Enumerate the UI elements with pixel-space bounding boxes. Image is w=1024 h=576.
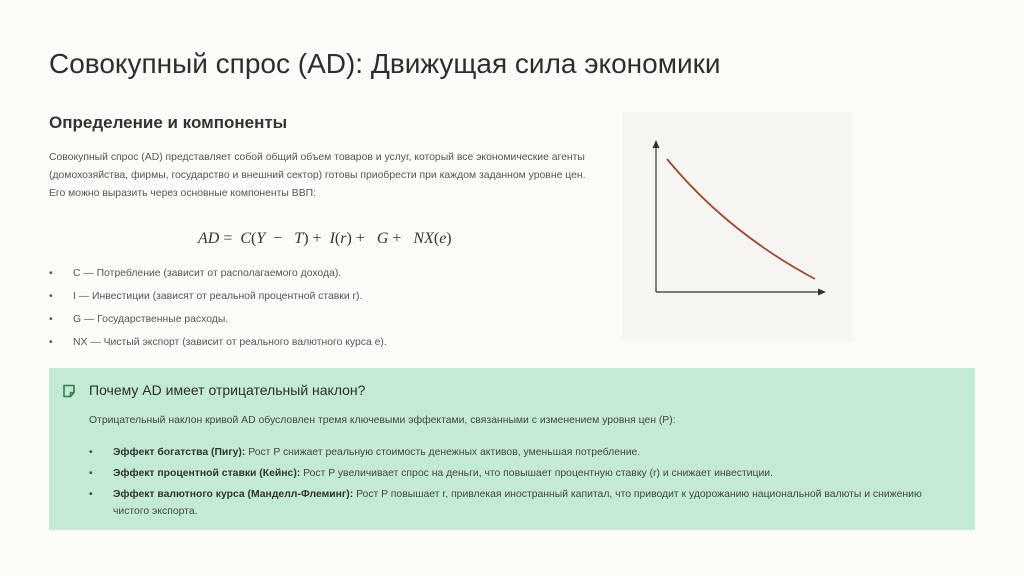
effect-text-wealth: Рост P снижает реальную стоимость денежных активов, уменьшая потребление.	[245, 447, 641, 458]
formula-t: T	[294, 230, 304, 247]
formula-r: r	[340, 230, 347, 247]
ad-formula	[198, 230, 452, 248]
bullet: •	[89, 447, 93, 458]
formula-paren-close: )	[446, 230, 452, 247]
section-subtitle: Определение и компоненты	[49, 113, 288, 132]
list-item	[89, 444, 929, 461]
formula-minus: −	[265, 230, 295, 247]
component-c: C — Потребление (зависит от располагаемого дохода).	[73, 268, 342, 279]
list-item	[49, 266, 387, 289]
ad-curve-illustration	[622, 112, 852, 342]
effect-name-wealth: Эффект богатства (Пигу):	[113, 447, 246, 458]
formula-c: C	[240, 230, 252, 247]
callout-box	[49, 368, 975, 530]
components-list	[49, 266, 387, 358]
bullet: •	[49, 314, 53, 325]
intro-paragraph: Совокупный спрос (AD) представляет собой общий объем товаров и услуг, который все экономические агенты (домохозяйства, фирмы, государство и внешний сектор) готовы приобрести при каждом заданном уровне цен. Его можно выразить через основные компоненты ВВП:	[49, 152, 586, 199]
formula-plus-3: +	[388, 230, 414, 247]
formula-e: e	[439, 230, 447, 247]
y-axis-arrow	[653, 140, 660, 148]
effect-text-interest: Рост P увеличивает спрос на деньги, что повышает процентную ставку (r) и снижает инвестиции.	[300, 468, 773, 479]
formula-y: Y	[256, 230, 266, 247]
ad-curve-svg	[622, 112, 852, 342]
effect-text-exchange: Рост P повышает r, привлекая иностранный капитал, что приводит к удорожанию национальной валюты и снижению чистого экспорта.	[113, 489, 922, 517]
bullet: •	[89, 468, 93, 479]
note-icon	[62, 384, 76, 398]
list-item	[89, 486, 929, 520]
component-i: I — Инвестиции (зависят от реальной процентной ставки r).	[73, 291, 363, 302]
page-title: Совокупный спрос (AD): Движущая сила экономики	[49, 48, 721, 79]
ad-curve	[667, 159, 815, 279]
formula-paren-open: (	[251, 230, 257, 247]
x-axis-arrow	[818, 289, 826, 296]
bullet: •	[49, 337, 53, 348]
formula-paren-open-3: (	[433, 230, 440, 247]
bullet: •	[49, 268, 53, 279]
bullet: •	[89, 489, 93, 500]
formula-paren-open-2: (	[334, 230, 341, 247]
effects-list	[89, 444, 929, 524]
list-item	[49, 335, 387, 358]
component-g: G — Государственные расходы.	[73, 314, 229, 325]
formula-i: I	[329, 230, 335, 247]
callout-title: Почему AD имеет отрицательный наклон?	[89, 382, 366, 398]
component-nx: NX — Чистый экспорт (зависит от реального валютного курса e).	[73, 337, 387, 348]
bullet: •	[49, 291, 53, 302]
effect-name-interest: Эффект процентной ставки (Кейнс):	[113, 468, 301, 479]
formula-eq: =	[219, 230, 241, 247]
list-item	[89, 465, 929, 482]
formula-ad: AD	[198, 230, 220, 247]
callout-text: Отрицательный наклон кривой AD обусловлен тремя ключевыми эффектами, связанными с изменением уровня цен (P):	[89, 415, 676, 426]
list-item	[49, 312, 387, 335]
formula-nx: NX	[413, 230, 434, 247]
formula-plus-2: ) +	[346, 230, 377, 247]
list-item	[49, 289, 387, 312]
formula-plus-1: ) +	[303, 230, 330, 247]
effect-name-exchange: Эффект валютного курса (Манделл-Флеминг):	[113, 489, 354, 500]
formula-g: G	[376, 230, 389, 247]
